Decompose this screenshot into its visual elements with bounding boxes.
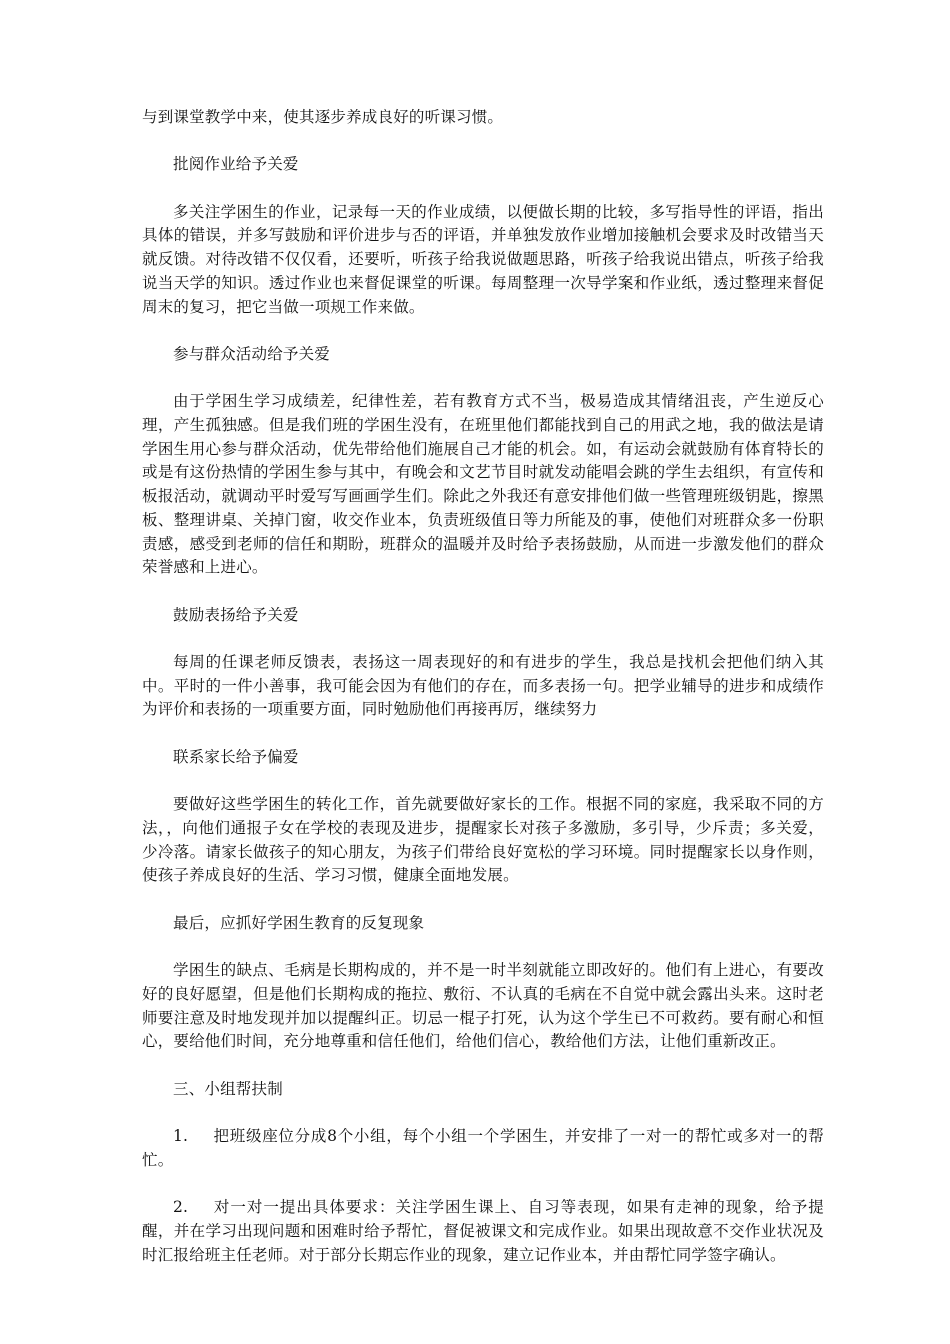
activities-heading: 参与群众活动给予关爱 — [173, 344, 331, 363]
list-item-text: 把班级座位分成8个小组，每个小组一个学困生，并安排了一对一的帮忙或多对一的帮忙。 — [142, 1127, 824, 1169]
groups-heading: 三、小组帮扶制 — [173, 1079, 283, 1098]
parents-paragraph: 要做好这些学困生的转化工作，首先就要做好家长的工作。根据不同的家庭，我采取不同的方法，，向他们通报子女在学校的表现及进步，提醒家长对孩子多激励，多引导，少斥责；多关爱，少冷落。请家长做孩子的知心朋友，为孩子们带给良好宽松的学习环境。同时提醒家长以身作则，使孩子养成良好的生活、学习习惯，健康全面地发展。 — [142, 795, 824, 885]
homework-paragraph: 多关注学困生的作业，记录每一天的作业成绩，以便做长期的比较，多写指导性的评语，指出具体的错误，并多写鼓励和评价进步与否的评语，并单独发放作业增加接触机会要求及时改错当天就反馈。对待改错不仅仅看，还要听，听孩子给我说做题思路，听孩子给我说出错点，听孩子给我说当天学的知识。透过作业也来督促课堂的听课。每周整理一次导学案和作业纸，透过整理来督促周末的复习，把它当做一项规工作来做。 — [142, 202, 824, 316]
document-body — [142, 106, 824, 1267]
repeat-heading: 最后，应抓好学困生教育的反复现象 — [173, 913, 425, 932]
activities-paragraph: 由于学困生学习成绩差，纪律性差，若有教育方式不当，极易造成其情绪沮丧，产生逆反心理，产生孤独感。但是我们班的学困生没有，在班里他们都能找到自己的用武之地，我的做法是请学困生用心参与群众活动，优先带给他们施展自己才能的机会。如，有运动会就鼓励有体育特长的或是有这份热情的学困生参与其中，有晚会和文艺节目时就发动能唱会跳的学生去组织，有宣传和板报活动，就调动平时爱写写画画学生们。除此之外我还有意安排他们做一些管理班级钥匙，擦黑板、整理讲桌、关掉门窗，收交作业本，负责班级值日等力所能及的事，使他们对班群众多一份职责感，感受到老师的信任和期盼，班群众的温暖并及时给予表扬鼓励，从而进一步激发他们的群众荣誉感和上进心。 — [142, 392, 824, 577]
list-item-number: 2. — [173, 1198, 189, 1217]
intro-continuation-paragraph: 与到课堂教学中来，使其逐步养成良好的听课习惯。 — [142, 108, 504, 126]
homework-heading: 批阅作业给予关爱 — [173, 155, 299, 174]
list-item-number: 1. — [173, 1127, 189, 1146]
list-item-text: 对一对一提出具体要求：关注学困生课上、自习等表现，如果有走神的现象，给予提醒，并在学习出现问题和困难时给予帮忙，督促被课文和完成作业。如果出现故意不交作业状况及时汇报给班主任老师。对于部分长期忘作业的现象，建立记作业本，并由帮忙同学签字确认。 — [142, 1198, 824, 1264]
list-item — [142, 1125, 824, 1172]
repeat-paragraph: 学困生的缺点、毛病是长期构成的，并不是一时半刻就能立即改好的。他们有上进心，有要改好的良好愿望，但是他们长期构成的拖拉、敷衍、不认真的毛病在不自觉中就会露出头来。这时老师要注意及时地发现并加以提醒纠正。切忌一棍子打死，认为这个学生已不可救药。要有耐心和恒心，要给他们时间，充分地尊重和信任他们，给他们信心，教给他们方法，让他们重新改正。 — [142, 961, 824, 1051]
parents-heading: 联系家长给予偏爱 — [173, 747, 299, 766]
list-item — [142, 1196, 824, 1267]
praise-heading: 鼓励表扬给予关爱 — [173, 605, 299, 624]
praise-paragraph: 每周的任课老师反馈表，表扬这一周表现好的和有进步的学生，我总是找机会把他们纳入其中。平时的一件小善事，我可能会因为有他们的存在，而多表扬一句。把学业辅导的进步和成绩作为评价和表扬的一项重要方面，同时勉励他们再接再厉，继续努力 — [142, 653, 824, 719]
